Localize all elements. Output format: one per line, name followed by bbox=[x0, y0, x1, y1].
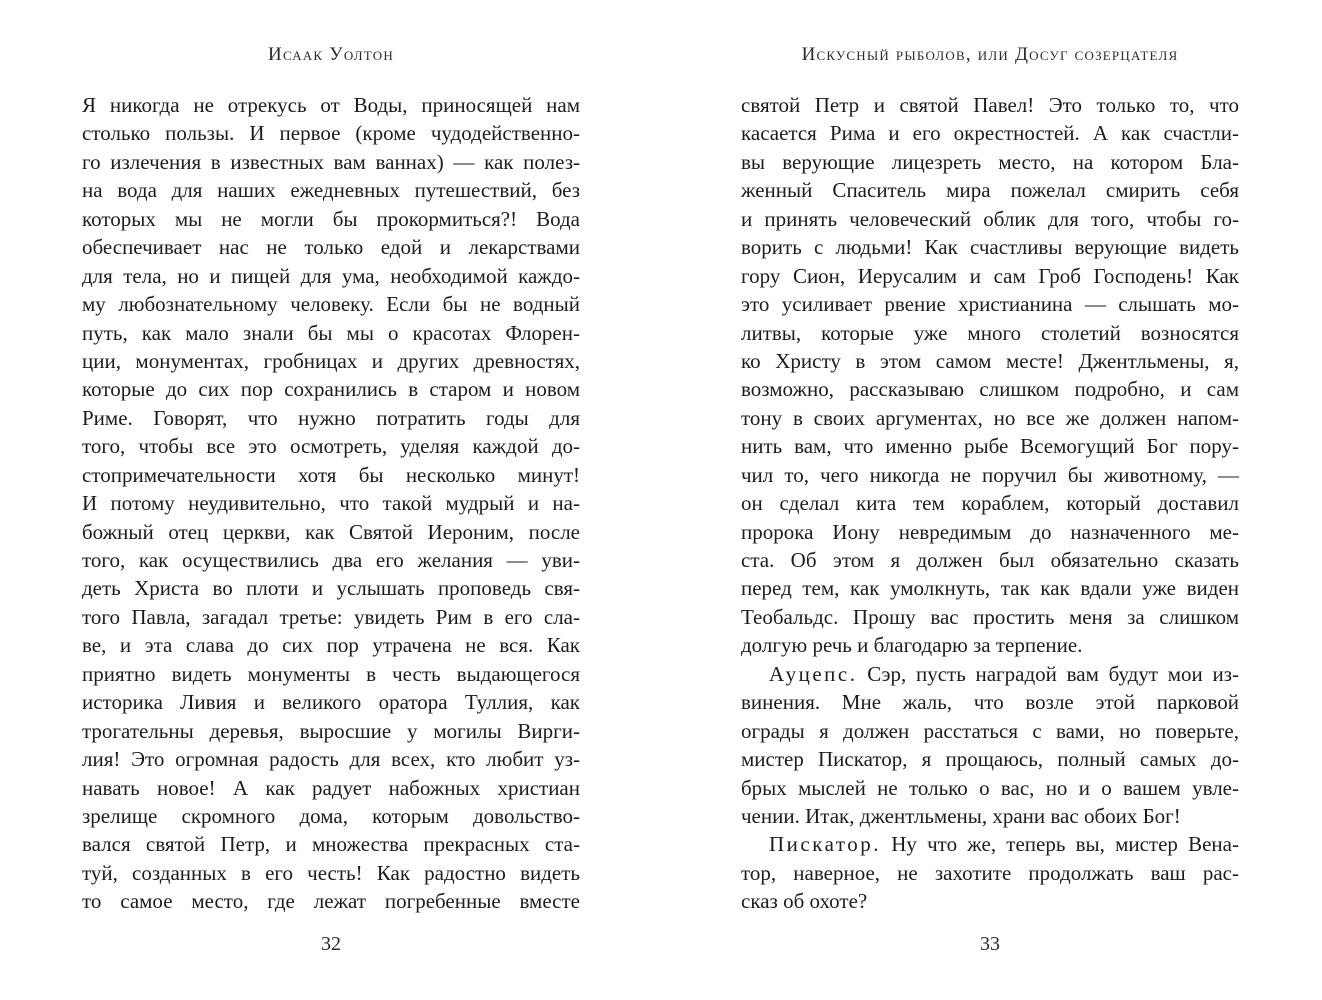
text-line: Риме. Говорят, что нужно потратить годы для bbox=[82, 405, 580, 430]
text-line: Я никогда не отрекусь от Воды, приносящей нам bbox=[82, 93, 580, 117]
text-line: стопримечательности хотя бы несколько минут! bbox=[82, 462, 580, 487]
text-line: вы верующие лицезреть место, на котором Бла- bbox=[741, 149, 1239, 174]
text-line: винения. Мне жаль, что возле этой парковой bbox=[741, 690, 1239, 715]
right-page bbox=[661, 0, 1322, 1000]
text-line: которые до сих пор сохранились в старом и новом bbox=[82, 377, 580, 402]
running-head-title: Искусный рыболов, или Досуг созерцателя bbox=[801, 44, 1179, 65]
text-line: того Павла, загадал третье: увидеть Рим в его сла- bbox=[82, 604, 580, 629]
text-line: перед тем, как умолкнуть, так как вдали уже виден bbox=[741, 576, 1239, 601]
text-line: столько пользы. И первое (кроме чудодейственно- bbox=[82, 121, 580, 146]
running-head-author: Исаак Уолтон bbox=[268, 44, 394, 65]
page-number: 32 bbox=[321, 933, 341, 955]
text-line: гору Сион, Иерусалим и сам Гроб Господень! Как bbox=[741, 263, 1239, 288]
text-line: трогательны деревья, выросшие у могилы Вирги- bbox=[82, 718, 580, 743]
text-line: вался святой Петр, и множества прекрасных ста- bbox=[82, 832, 580, 857]
text-line: приятно видеть монументы в честь выдающегося bbox=[82, 661, 580, 686]
text-line: туй, созданных в его честь! Как радостно видеть bbox=[82, 860, 580, 885]
text-line: деть Христа во плоти и услышать проповедь свя- bbox=[82, 576, 580, 601]
text-line: того, чтобы все это осмотреть, уделяя каждой до- bbox=[82, 434, 580, 459]
text-line: тону в своих аргументах, но все же должен напом- bbox=[741, 405, 1239, 430]
text-line: му любознательному человеку. Если бы не водный bbox=[82, 292, 580, 317]
text-line: он сделал кита тем кораблем, который доставил bbox=[741, 491, 1239, 516]
speech-first-line bbox=[741, 660, 1239, 688]
text-line: чении. Итак, джентльмены, храни вас обоих Бог! bbox=[741, 803, 1181, 828]
speaker-name: Ауцепс. bbox=[769, 661, 858, 686]
page-number: 33 bbox=[980, 933, 1000, 955]
text-line: нить вам, что именно рыбе Всемогущий Бог пору- bbox=[741, 434, 1239, 459]
text-line: женный Спаситель мира пожелал смирить себя bbox=[741, 178, 1239, 203]
text-line: возможно, рассказываю слишком подробно, и сам bbox=[741, 377, 1239, 402]
text-line: лия! Это огромная радость для всех, кто любит уз- bbox=[82, 747, 580, 772]
text-line: Теобальдс. Прошу вас простить меня за слишком bbox=[741, 604, 1239, 629]
text-line: брых мыслей не только о вас, но и о вашем увле- bbox=[741, 775, 1239, 800]
text-line: мистер Пискатор, я прощаюсь, полный самых до- bbox=[741, 747, 1239, 772]
text-line: И потому неудивительно, что такой мудрый и на- bbox=[82, 491, 580, 516]
left-page-text bbox=[82, 91, 580, 916]
text-line: ста. Об этом я должен был обязательно сказать bbox=[741, 548, 1239, 572]
text-line: которых мы не могли бы прокормиться?! Вода bbox=[82, 206, 580, 231]
text-line: ции, монументах, гробницах и других древностях, bbox=[82, 348, 580, 373]
text-line: и принять человеческий облик для того, чтобы го- bbox=[741, 206, 1239, 231]
text-line: того, как осуществились два его желания — уви- bbox=[82, 548, 580, 572]
right-page-text bbox=[741, 91, 1239, 916]
text-line: историка Ливия и великого оратора Туллия, как bbox=[82, 690, 580, 715]
text-line: го излечения в известных вам ваннах) — как полез- bbox=[82, 149, 580, 174]
speech-first-line bbox=[741, 830, 1239, 858]
text-line: божный отец церкви, как Святой Иероним, после bbox=[82, 519, 580, 544]
text-line: обеспечивает нас не только едой и лекарствами bbox=[82, 235, 580, 260]
text-line: святой Петр и святой Павел! Это только то, что bbox=[741, 93, 1239, 117]
speaker-name: Пискатор. bbox=[769, 832, 882, 857]
text-line: литвы, которые уже много столетий возносятся bbox=[741, 320, 1239, 345]
text-line: ограды я должен расстаться с вами, но поверьте, bbox=[741, 718, 1239, 743]
text-line: ве, и эта слава до сих пор утрачена не вся. Как bbox=[82, 633, 580, 658]
text-line: путь, как мало знали бы мы о красотах Флорен- bbox=[82, 320, 580, 345]
speech-text: Сэр, пусть наградой вам будут мои из- bbox=[857, 661, 1239, 686]
text-line: пророка Иону невредимым до назначенного ме- bbox=[741, 519, 1239, 544]
text-line: чил то, чего никогда не поручил бы животному, — bbox=[741, 462, 1239, 487]
text-line: для тела, но и пищей для ума, необходимой каждо- bbox=[82, 263, 580, 288]
text-line: то самое место, где лежат погребенные вместе bbox=[82, 889, 580, 914]
text-line: зрелище скромного дома, которым довольство- bbox=[82, 803, 580, 828]
text-line: долгую речь и благодарю за терпение. bbox=[741, 633, 1083, 658]
text-line: это усиливает рвение христианина — слышать мо- bbox=[741, 292, 1239, 317]
text-line: навать новое! А как радует набожных христиан bbox=[82, 775, 580, 800]
text-line: касается Рима и его окрестностей. А как счастли- bbox=[741, 121, 1239, 146]
text-line: ворить с людьми! Как счастливы верующие видеть bbox=[741, 235, 1239, 260]
text-line: на вода для наших ежедневных путешествий, без bbox=[82, 178, 580, 203]
speech-text: Ну что же, теперь вы, мистер Вена- bbox=[881, 832, 1239, 857]
text-line: тор, наверное, не захотите продолжать ваш рас- bbox=[741, 860, 1239, 885]
text-line: ко Христу в этом самом месте! Джентльмены, я, bbox=[741, 348, 1239, 373]
text-line: сказ об охоте? bbox=[741, 889, 868, 914]
